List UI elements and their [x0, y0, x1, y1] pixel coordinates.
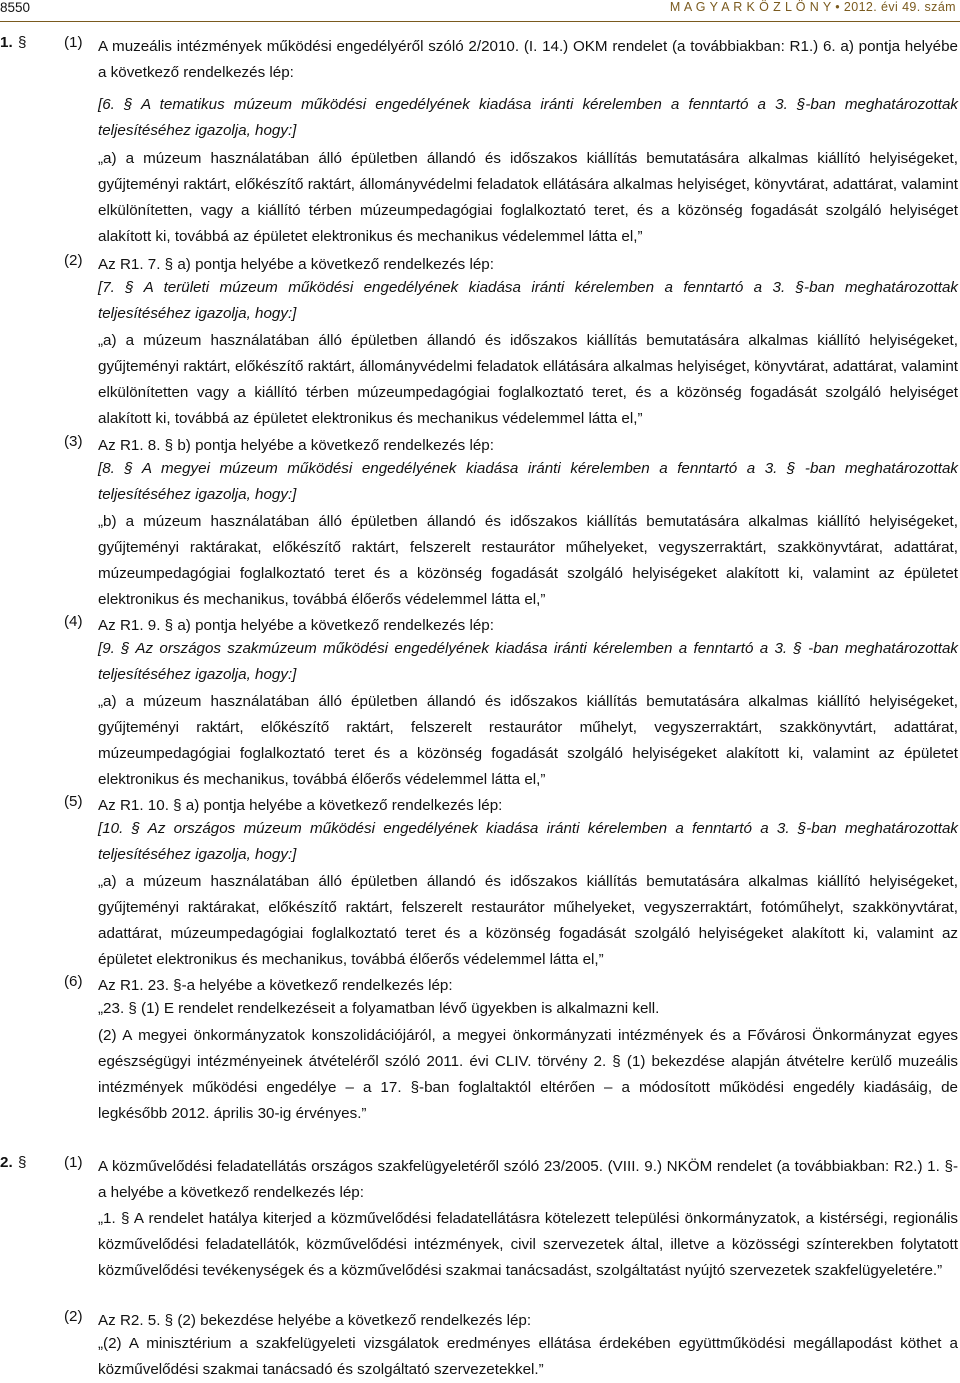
- paragraph-context: [10. § Az országos múzeum működési engedélyének kiadása iránti kérelemben a fenntartó a 3. §-ban meghatározottak teljesítéséhez igazolja, hogy:]: [98, 820, 958, 863]
- section-sign: §: [18, 34, 27, 51]
- paragraph-body: „a) a múzeum használatában álló épületben állandó és időszakos kiállítás bemutatására alkalmas kiállító helyiségeket, gyűjteményi raktárt, előkészítő raktárt, állományvédelmi feladatok ellátására alkalmas helyiséget, könyvtárat, adattárat, valamint elkülönítetten vagy a kiállító térben múzeumpedagógiai foglalkoztató teret, és a közönség fogadását szolgáló helyiséget alakított ki, továbbá az épületet elektronikus és mechanikus védelemmel látta el,”: [98, 332, 958, 427]
- paragraph-body: „a) a múzeum használatában álló épületben állandó és időszakos kiállítás bemutatására alkalmas kiállító helyiségeket, gyűjteményi raktárt, előkészítő raktárt, felszerelt restaurátor műhelyt, vegyszerraktárt, szakkönyvtárt, adattárat, múzeumpedagógiai foglalkoztató teret és a közönség fogadását szolgáló helyiségeket alakított ki, valamint az épületet elektronikus és mechanikus, továbbá élőerős védelemmel látta el,”: [98, 693, 958, 788]
- section-number: 1.: [0, 34, 13, 51]
- paragraph-lead: Az R1. 23. §-a helyébe a következő rendelkezés lép:: [98, 977, 453, 994]
- page-number: 8550: [0, 0, 31, 15]
- page-header: [0, 0, 960, 16]
- paragraph-lead: A muzeális intézmények működési engedélyéről szóló 2/2010. (I. 14.) OKM rendelet (a továbbiakban: R1.) 6. a) pontja helyébe a következő rendelkezés lép:: [98, 38, 958, 81]
- journal-title: M A G Y A R K Ö Z L Ö N Y • 2012. évi 49. szám: [669, 0, 956, 14]
- paragraph-context: [7. § A területi múzeum működési engedélyének kiadása iránti kérelemben a fenntartó a 3. §-ban meghatározottak teljesítéséhez igazolja, hogy:]: [98, 279, 958, 322]
- paragraph-lead: Az R1. 8. § b) pontja helyébe a következő rendelkezés lép:: [98, 437, 494, 454]
- paragraph-lead: Az R1. 9. § a) pontja helyébe a következő rendelkezés lép:: [98, 617, 494, 634]
- paragraph-lead: Az R2. 5. § (2) bekezdése helyébe a következő rendelkezés lép:: [98, 1312, 532, 1329]
- section-sign: §: [18, 1154, 27, 1171]
- paragraph-body: „a) a múzeum használatában álló épületben állandó és időszakos kiállítás bemutatására alkalmas kiállító helyiségeket, gyűjteményi raktárt, előkészítő raktárt, állományvédelmi feladatok ellátására alkalmas helyiséget, könyvtárat, adattárat, valamint elkülönítetten, vagy a kiállító térben múzeumpedagógiai foglalkoztató teret, és a közönség fogadását szolgáló helyiséget alakított ki, továbbá az épületet elektronikus és mechanikus védelemmel látta el,”: [98, 150, 958, 245]
- paragraph-context: [6. § A tematikus múzeum működési engedélyének kiadása iránti kérelemben a fenntartó a 3. §-ban meghatározottak teljesítéséhez igazolja, hogy:]: [98, 96, 958, 139]
- paragraph-body: „b) a múzeum használatában álló épületben állandó és időszakos kiállítás bemutatására alkalmas kiállító helyiségeket, gyűjteményi raktárakat, előkészítő raktárt, felszerelt restaurátor műhelyeket, vegyszerraktárt, szakkönyvtárat, adattárat, múzeumpedagógiai foglalkoztató teret és a közönség fogadását szolgáló helyiségeket alakított ki, valamint az épületet elektronikus és mechanikus, továbbá élőerős védelemmel látta el,”: [98, 513, 958, 608]
- paragraph-label: (3): [64, 433, 83, 450]
- paragraph-body: „1. § A rendelet hatálya kiterjed a közművelődési feladatellátásra kötelezett települési önkormányzatok, a kistérségi, regionális közművelődési feladatellátók, közművelődési intézmények, civil szervezetek által, illetve a közösségi színterekben folytatott közművelődési tevékenységek és a közművelődési szakmai tanácsadást, szolgáltatást nyújtó szervezetek szakfelügyeletére.”: [98, 1210, 958, 1279]
- paragraph-body: „a) a múzeum használatában álló épületben állandó és időszakos kiállítás bemutatására alkalmas kiállító helyiségeket, gyűjteményi raktárakat, előkészítő raktárt, felszerelt restaurátor műhelyeket, vegyszerraktárt, fotóműhelyt, szakkönyvtárat, adattárat, múzeumpedagógiai foglalkoztató teret és a közönség fogadását szolgáló helyiségeket alakított ki, valamint az épületet elektronikus és mechanikus, továbbá élőerős védelemmel látta el,”: [98, 873, 958, 968]
- paragraph-context: [8. § A megyei múzeum működési engedélyének kiadása iránti kérelemben a fenntartó a 3. § -ban meghatározottak teljesítéséhez igazolja, hogy:]: [98, 460, 958, 503]
- paragraph-body: „(2) A minisztérium a szakfelügyeleti vizsgálatok eredményes ellátása érdekében együttműködési megállapodást köthet a közművelődési szakmai tanácsadó és szolgáltató szervezetekkel.”: [98, 1335, 958, 1378]
- paragraph-label: (2): [64, 1308, 83, 1325]
- paragraph-lead: A közművelődési feladatellátás országos szakfelügyeletéről szóló 23/2005. (VIII. 9.) NKÖM rendelet (a továbbiakban: R2.) 1. §-a helyébe a következő rendelkezés lép:: [98, 1158, 958, 1201]
- header-rule: [0, 21, 960, 22]
- paragraph-body-1: „23. § (1) E rendelet rendelkezéseit a folyamatban lévő ügyekben is alkalmazni kell.: [98, 1000, 660, 1017]
- paragraph-label: (1): [64, 1154, 83, 1171]
- paragraph-lead: Az R1. 7. § a) pontja helyébe a következő rendelkezés lép:: [98, 256, 494, 273]
- paragraph-label: (2): [64, 252, 83, 269]
- paragraph-label: (6): [64, 973, 83, 990]
- paragraph-lead: Az R1. 10. § a) pontja helyébe a következő rendelkezés lép:: [98, 797, 503, 814]
- paragraph-label: (1): [64, 34, 83, 51]
- paragraph-label: (5): [64, 793, 83, 810]
- paragraph-label: (4): [64, 613, 83, 630]
- paragraph-context: [9. § Az országos szakmúzeum működési engedélyének kiadása iránti kérelemben a fenntartó a 3. § -ban meghatározottak teljesítéséhez igazolja, hogy:]: [98, 640, 958, 683]
- section-number: 2.: [0, 1154, 13, 1171]
- paragraph-body-2: (2) A megyei önkormányzatok konszolidációjáról, a megyei önkormányzati intézmények és a Fővárosi Önkormányzat egyes egészségügyi intézményeinek átvételéről szóló 2011. évi CLIV. törvény 2. § (1) bekezdése alapján átvételre kerülő muzeális intézmények működési engedélye – a 17. §-ban foglaltaktól eltérően – a módosított működési engedély kiadásáig, de legkésőbb 2012. április 30-ig érvényes.”: [98, 1027, 958, 1122]
